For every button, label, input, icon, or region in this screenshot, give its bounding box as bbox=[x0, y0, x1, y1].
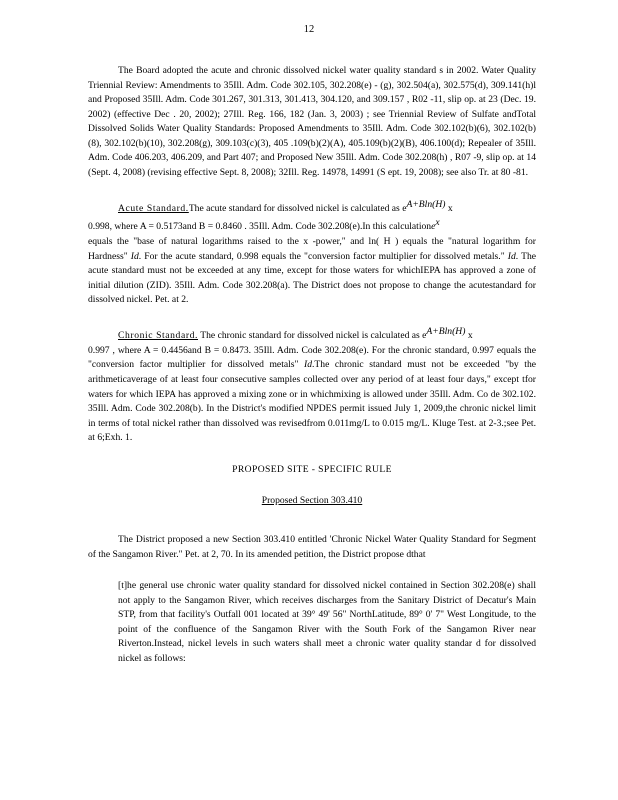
chronic-exponent-1c: x bbox=[467, 330, 473, 342]
page-number: 12 bbox=[303, 24, 315, 35]
acute-standard-id-2: Id bbox=[507, 250, 516, 262]
chronic-standard-id-1: Id bbox=[304, 359, 313, 371]
quote-paragraph: [t]he general use chronic water quality standard for dissolved nickel contained in Section 302.208(e) shall not apply to the Sangamon River, which receives discharges from the Sanitary District of Decatur's Main STP, from that facility's Outfall 001 located at 39° 49' 56" NorthLatitude, 89° 0' 7" West Longitude, to the point of the confluence of the Sangamon River with the South Fork of the Sangamon River near Riverton.Instead, nickel levels in such waters shall meet a chronic water quality standar d for dissolved nickel as follows: bbox=[118, 580, 536, 665]
section-heading: PROPOSED SITE - SPECIFIC RULE bbox=[232, 463, 392, 475]
subsection-heading: Proposed Section 303.410 bbox=[261, 495, 363, 507]
chronic-standard-heading: Chronic Standard. bbox=[118, 330, 199, 342]
acute-standard-text-3: equals the "base of natural logarithms raised to the x -power," and ln( H ) equals the "natural logarithm for Hardness" bbox=[88, 236, 536, 262]
acute-standard-text-2: 0.998, where A = 0.5173and B = 0.8460 . 35Ill. Adm. Code 302.208(e).In this calculation bbox=[88, 221, 432, 233]
subsection-heading-wrapper bbox=[88, 494, 536, 509]
acute-standard-text-3c: . For the acute standard, 0.998 equals the "conversion factor multiplier for dissolved metals." bbox=[138, 250, 505, 262]
acute-standard-text-3e: . The acute standard must not be exceeded at any time, except for those waters for whichIEPA has approved a zone of initial dilution (ZID). 35Ill. Adm. Code 302.208(a). The District does not propose to change the acutestandard for dissolved nickel. Pet. at 2. bbox=[88, 250, 537, 306]
chronic-exponent-1: A+B bbox=[426, 326, 445, 338]
paragraph-chronic-standard bbox=[88, 325, 536, 446]
chronic-standard-text-2c: .The chronic standard must not be exceeded "by the arithmeticaverage of at least four consecutive samples collected over any period of at least four days," except tfor waters for which IEPA has approved a mixing zone or in whichmixing is allowed under 35Ill. Adm. Co de 302.102. 35Ill. Adm. Code 302.208(b). In the District's modified NPDES permit issued July 1, 2009,the chronic nickel limit in terms of total nickel rather than dissolved was revisedfrom 0.011mg/L to 0.015 mg/L. Kluge Test. at 2-3.;see Pet. at 6;Exh. 1. bbox=[88, 359, 536, 444]
chronic-standard-text-2: 0.997 , where A = 0.4456and B = 0.8473. 35Ill. Adm. Code 302.208(e). For the chronic standard, 0.997 equals the "conversion factor multiplier for dissolved metals" bbox=[88, 344, 536, 371]
acute-exponent-1c: x bbox=[447, 202, 453, 214]
acute-standard-text-1: The acute standard for dissolved nickel is calculated as e bbox=[188, 202, 407, 214]
acute-exponent-2: e bbox=[431, 221, 436, 233]
paragraph-board-adopted bbox=[88, 64, 536, 181]
document-body bbox=[88, 64, 536, 667]
paragraph-district-proposed: The District proposed a new Section 303.410 entitled 'Chronic Nickel Water Quality Standard for Segment of the Sangamon River." Pet. at 2, 70. In its amended petition, the District propose dthat bbox=[88, 534, 536, 560]
paragraph-acute-standard bbox=[88, 198, 536, 308]
chronic-exponent-1b: ln(H) bbox=[444, 326, 466, 338]
quoted-rule-text bbox=[118, 579, 536, 666]
acute-exponent-2b: x bbox=[435, 217, 440, 229]
paragraph-text: The Board adopted the acute and chronic dissolved nickel water quality standard s in 2002. Water Quality Triennial Review: Amendments to 35Ill. Adm. Code 302.105, 302.208(e) - (g), 302.504(a), 302.575(d), 309.141(h)l and Proposed 35Ill. Adm. Code 301.267, 301.313, 301.413, 304.120, and 309.157 , R02 -11, slip op. at 23 (Dec. 19. 2002) (effective Dec . 20, 2002); 27Ill. Reg. 166, 182 (Jan. 3, 2003) ; see Triennial Review of Sulfate andTotal Dissolved Solids Water Quality Standards: Proposed Amendments to 35Ill. Adm. Code 302.102(b)(6), 302.102(b)(8), 302.102(b)(10), 302.208(g), 309.103(c)(3), 405 .109(b)(2)(A), 405.109(b)(2)(B), 406.100(d); Repealer of 35Ill. Adm. Code 406.203, 406.209, and Part 407; and Proposed New 35Ill. Adm. Code 302.208(h) , R07 -9, slip op. at 14 (Sept. 4, 2008) (revising effective Sept. 8, 2008); 32Ill. Reg. 14978, 14991 (S ept. 19, 2008); see also Tr. at 80 -81. bbox=[88, 65, 536, 179]
acute-exponent-1b: ln(H) bbox=[424, 198, 446, 210]
acute-exponent-1: A+B bbox=[406, 198, 425, 210]
chronic-standard-text-1: The chronic standard for dissolved nickel is calculated as e bbox=[200, 330, 427, 342]
acute-standard-heading: Acute Standard. bbox=[118, 202, 189, 214]
acute-standard-id-1: Id bbox=[130, 250, 139, 262]
